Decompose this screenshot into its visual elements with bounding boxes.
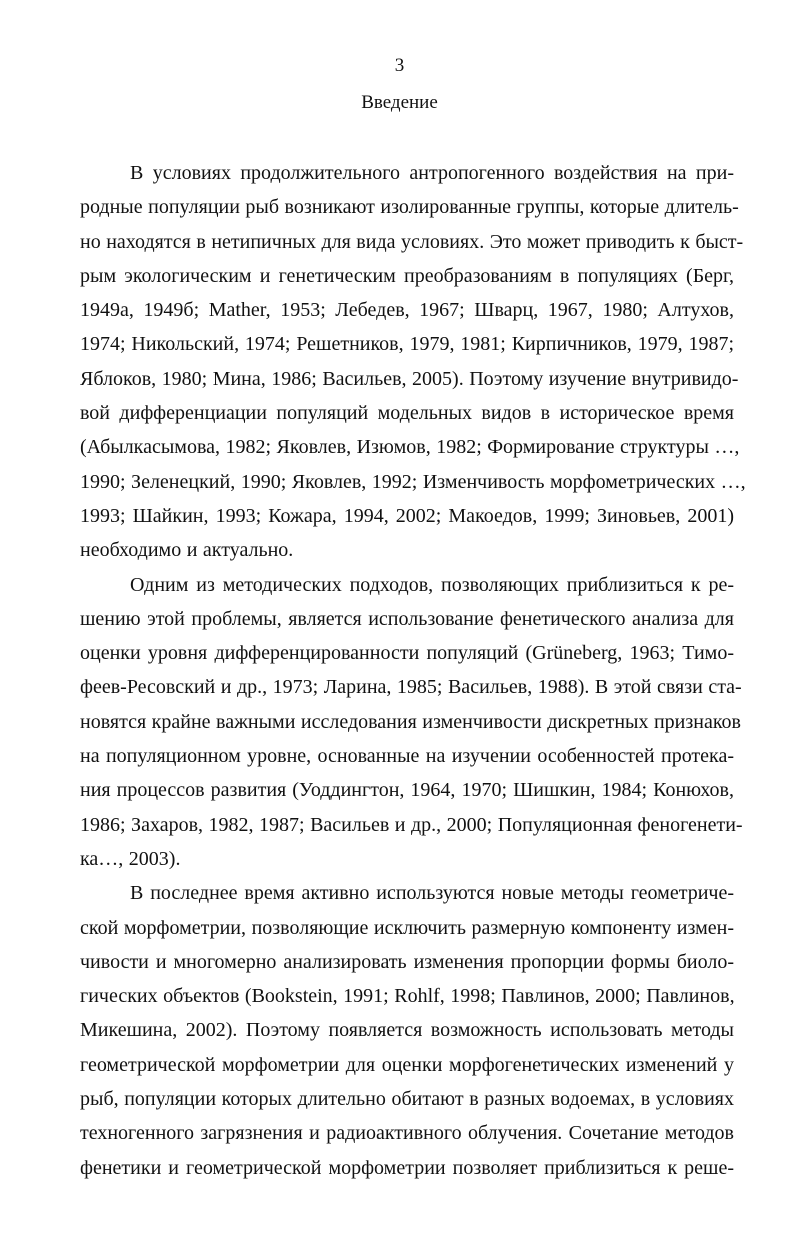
text-line: шению этой проблемы, является использование фенетического анализа для [80,607,734,630]
text-line: ния процессов развития (Уоддингтон, 1964, 1970; Шишкин, 1984; Конюхов, [80,779,734,802]
paragraph-2 [80,568,743,877]
text-line: 1986; Захаров, 1982, 1987; Васильев и др., 2000; Популяционная феногенети- [80,813,743,836]
text-line: необходимо и актуально. [80,539,294,562]
text-line: 1993; Шайкин, 1993; Кожара, 1994, 2002; Макоедов, 1999; Зиновьев, 2001) [80,504,734,527]
text-line: рым экологическим и генетическим преобразованиям в популяциях (Берг, [80,264,734,287]
text-line: В условиях продолжительного антропогенного воздействия на при- [130,162,734,184]
text-line: рыб, популяции которых длительно обитают в разных водоемах, в условиях [80,1088,734,1111]
text-line: Одним из методических подходов, позволяющих приблизиться к ре- [130,573,734,596]
text-line: феев-Ресовский и др., 1973; Ларина, 1985; Васильев, 1988). В этой связи ста- [80,676,742,699]
text-line: оценки уровня дифференцированности популяций (Grüneberg, 1963; Тимо- [80,642,734,665]
text-line: 1974; Никольский, 1974; Решетников, 1979, 1981; Кирпичников, 1979, 1987; [80,333,734,356]
body-text [80,156,746,1185]
text-line: В последнее время активно используются новые методы геометриче- [130,882,734,905]
text-line: ской морфометрии, позволяющие исключить размерную компоненту измен- [80,916,734,939]
text-line: чивости и многомерно анализировать изменения пропорции формы биоло- [80,950,734,973]
text-line: фенетики и геометрической морфометрии позволяет приблизиться к реше- [80,1156,734,1179]
text-line: Яблоков, 1980; Мина, 1986; Васильев, 2005). Поэтому изучение внутривидо- [80,367,739,390]
paragraph-1 [80,156,746,568]
text-line: 1990; Зеленецкий, 1990; Яковлев, 1992; Изменчивость морфометрических …, [80,470,746,493]
text-line: ка…, 2003). [80,847,181,870]
text-line: геометрической морфометрии для оценки морфогенетических изменений у [80,1053,734,1076]
text-line: Микешина, 2002). Поэтому появляется возможность использовать методы [80,1019,734,1042]
text-line: родные популяции рыб возникают изолированные группы, которые длитель- [80,196,739,219]
paragraph-3 [80,876,734,1185]
text-line: новятся крайне важными исследования изменчивости дискретных признаков [80,710,741,733]
text-line: 1949а, 1949б; Mather, 1953; Лебедев, 1967; Шварц, 1967, 1980; Алтухов, [80,299,734,322]
text-line: но находятся в нетипичных для вида условиях. Это может приводить к быст- [80,230,744,253]
text-line: гических объектов (Bookstein, 1991; Rohlf, 1998; Павлинов, 2000; Павлинов, [80,985,735,1008]
text-line: на популяционном уровне, основанные на изучении особенностей протека- [80,745,734,768]
page-number: 3 [394,55,405,76]
section-heading: Введение [361,92,438,113]
text-line: (Абылкасымова, 1982; Яковлев, Изюмов, 1982; Формирование структуры …, [80,436,740,459]
text-line: вой дифференциации популяций модельных видов в историческое время [80,402,734,425]
text-line: техногенного загрязнения и радиоактивного облучения. Сочетание методов [80,1122,734,1145]
